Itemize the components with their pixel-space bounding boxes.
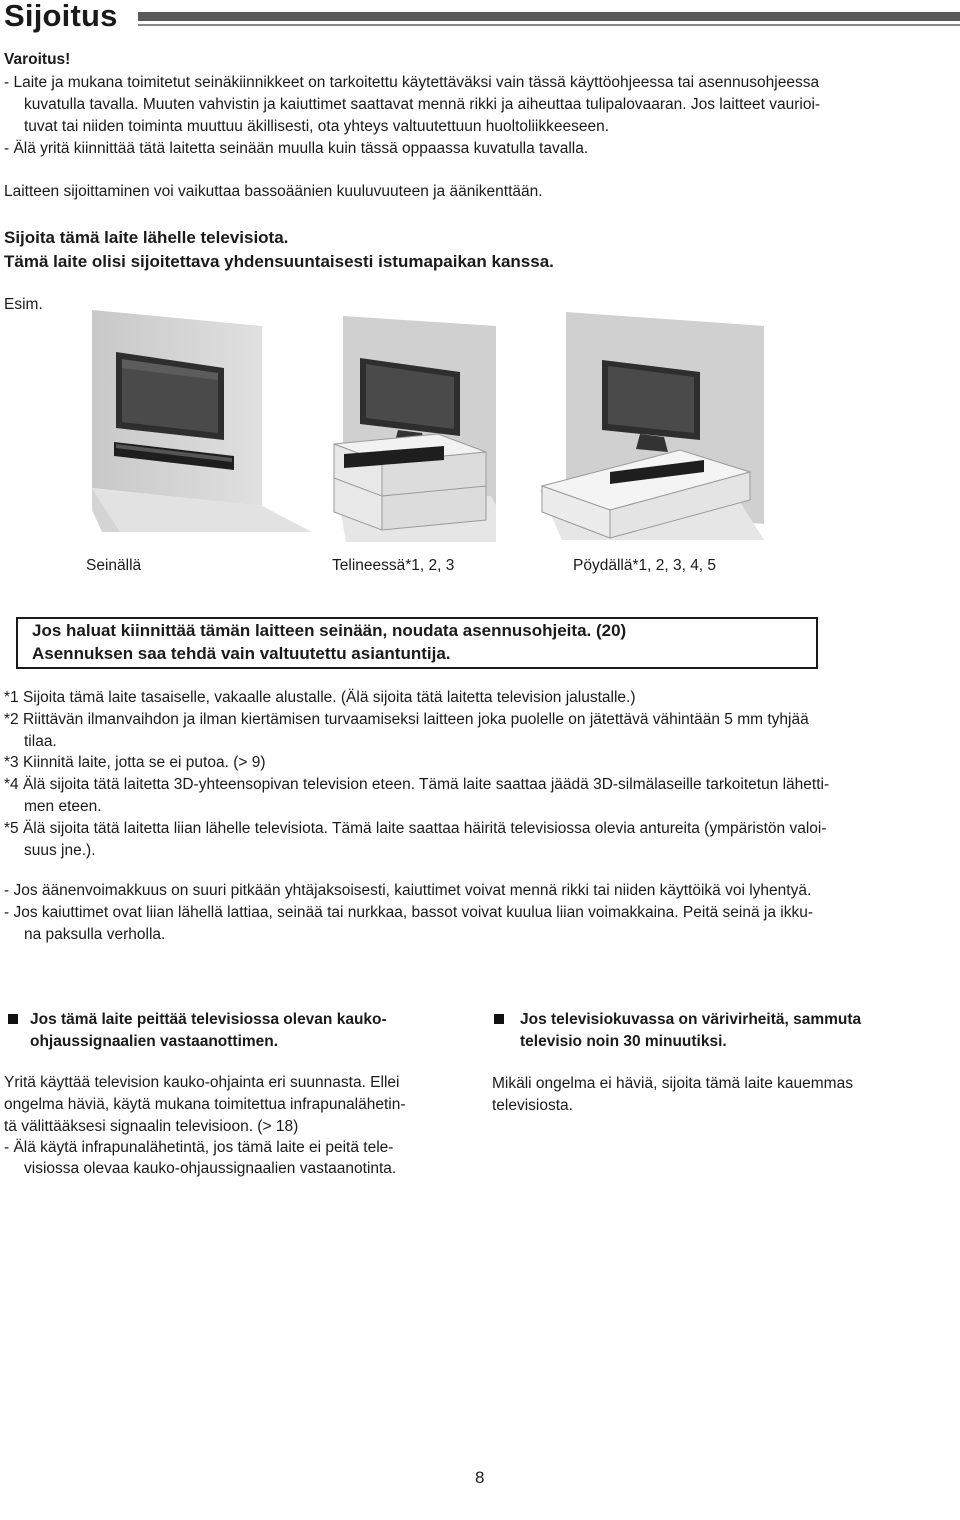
- place-parallel: Tämä laite olisi sijoitettava yhdensuuntaisesti istumapaikan kanssa.: [4, 252, 554, 271]
- left-section-line-3: tä välittääksesi signaalin televisioon. (> 18): [4, 1118, 299, 1135]
- placement-caption-rack: Telineessä*1, 2, 3: [332, 557, 455, 574]
- left-section-heading-1: Jos tämä laite peittää televisiossa olevan kauko-: [30, 1011, 387, 1028]
- notice-line-1: Jos haluat kiinnittää tämän laitteen seinään, noudata asennusohjeita. (20): [32, 621, 627, 640]
- footnote-4-cont: men eteen.: [24, 798, 102, 815]
- notice-line-2: Asennuksen saa tehdä vain valtuutettu asiantuntija.: [32, 644, 451, 663]
- page-number: 8: [475, 1468, 485, 1487]
- square-bullet-icon: [8, 1014, 18, 1024]
- warning-line-1: - Laite ja mukana toimitetut seinäkiinnikkeet on tarkoitettu käytettäväksi vain tässä käyttöohjeessa tai asennusohjeessa: [4, 74, 820, 91]
- example-label: Esim.: [4, 296, 43, 313]
- footnote-5: *5 Älä sijoita tätä laitetta liian lähelle televisiota. Tämä laite saattaa häiritä televisiossa olevia antureita (ympäristön valoi-: [4, 820, 827, 837]
- left-section-heading-2: ohjaussignaalien vastaanottimen.: [30, 1033, 279, 1050]
- right-section-heading-1: Jos televisiokuvassa on värivirheitä, sammuta: [520, 1011, 862, 1028]
- left-section-line-5: visiossa olevaa kauko-ohjaussignaalien vastaanotinta.: [24, 1160, 397, 1177]
- left-section-line-1: Yritä käyttää television kauko-ohjainta eri suunnasta. Ellei: [4, 1074, 400, 1091]
- warning-line-2: kuvatulla tavalla. Muuten vahvistin ja kaiuttimet saattavat mennä rikki ja aiheuttaa tulipalovaaran. Jos laitteet vaurioi-: [24, 96, 821, 113]
- footnote-2: *2 Riittävän ilmanvaihdon ja ilman kiertämisen turvaamiseksi laitteen joka puolelle on jätettävä vähintään 5 mm tyhjää: [4, 711, 809, 728]
- caution-2: - Jos kaiuttimet ovat liian lähellä lattiaa, seinää tai nurkkaa, bassot voivat kuulua liian voimakkaina. Peitä seinä ja ikku-: [4, 904, 814, 921]
- right-section-line-1: Mikäli ongelma ei häviä, sijoita tämä laite kauemmas: [492, 1075, 853, 1092]
- footnote-5-cont: suus jne.).: [24, 842, 96, 859]
- footnote-3: *3 Kiinnitä laite, jotta se ei putoa. (> 9): [4, 754, 266, 771]
- rack-illustration: [326, 316, 496, 542]
- footnote-4: *4 Älä sijoita tätä laitetta 3D-yhteensopivan television eteen. Tämä laite saattaa jäädä 3D-silmälaseille tarkoitetun lähetti-: [4, 776, 830, 793]
- table-illustration: [540, 312, 764, 540]
- left-section-line-2: ongelma häviä, käytä mukana toimitettua infrapunalähetin-: [4, 1096, 406, 1113]
- warning-heading: Varoitus!: [4, 51, 71, 68]
- right-section-line-2: televisiosta.: [492, 1097, 573, 1114]
- placement-caption-table: Pöydällä*1, 2, 3, 4, 5: [573, 557, 717, 574]
- square-bullet-icon: [494, 1014, 504, 1024]
- wall-mount-notice-box: [16, 617, 818, 669]
- left-section-line-4: - Älä käytä infrapunalähetintä, jos tämä laite ei peitä tele-: [4, 1139, 394, 1156]
- header-rule: [138, 12, 960, 21]
- warning-line-4: - Älä yritä kiinnittää tätä laitetta seinään muulla kuin tässä oppaassa kuvatulla tavalla.: [4, 140, 589, 157]
- header-rule-thin: [138, 24, 960, 26]
- bass-note: Laitteen sijoittaminen voi vaikuttaa bassoäänien kuuluvuuteen ja äänikenttään.: [4, 183, 543, 200]
- caution-2-cont: na paksulla verholla.: [24, 926, 166, 943]
- footnote-1: *1 Sijoita tämä laite tasaiselle, vakaalle alustalle. (Älä sijoita tätä laitetta television jalustalle.): [4, 689, 636, 706]
- footnote-2-cont: tilaa.: [24, 733, 57, 750]
- caution-1: - Jos äänenvoimakkuus on suuri pitkään yhtäjaksoisesti, kaiuttimet voivat mennä rikki tai niiden käyttöikä voi lyhentyä.: [4, 882, 812, 899]
- warning-line-3: tuvat tai niiden toiminta muuttuu äkillisesti, ota yhteys valtuutettuun huoltoliikkeeseen.: [24, 118, 610, 135]
- place-near-tv: Sijoita tämä laite lähelle televisiota.: [4, 228, 289, 247]
- right-section-heading-2: televisio noin 30 minuutiksi.: [520, 1033, 727, 1050]
- page-title: Sijoitus: [4, 0, 118, 33]
- placement-caption-wall: Seinällä: [86, 557, 142, 574]
